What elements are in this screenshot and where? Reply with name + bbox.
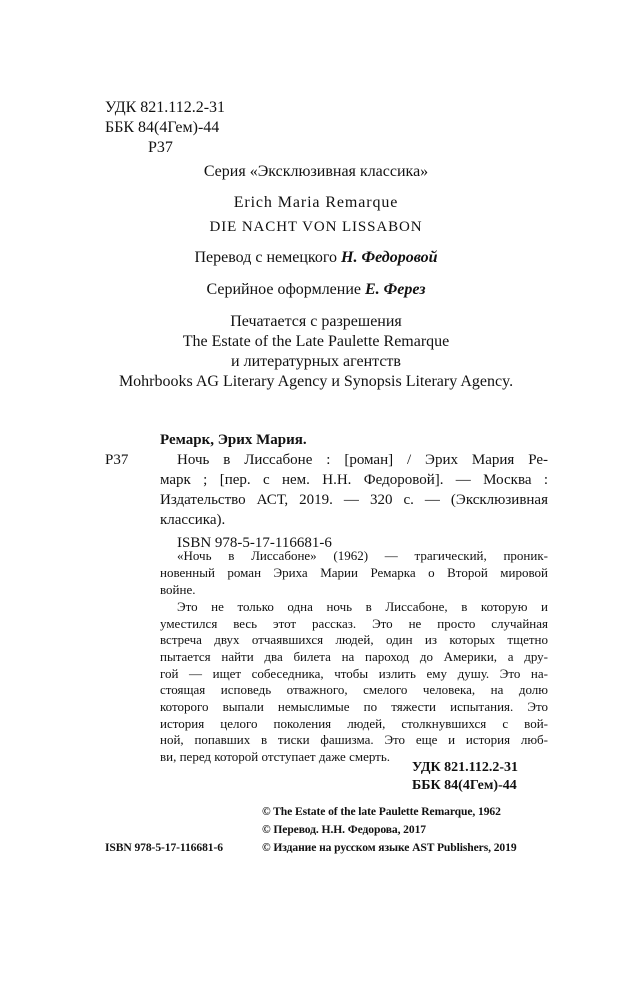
design-credit bbox=[0, 281, 632, 299]
annotation-line: стоящая исповедь отважного, смелого человека, на долю bbox=[160, 682, 548, 697]
bibliography-isbn: ISBN 978-5-17-116681-6 bbox=[177, 535, 332, 551]
annotation-line: история целого поколения людей, столкнувшихся с вой- bbox=[160, 716, 548, 731]
copyright-isbn: ISBN 978-5-17-116681-6 bbox=[105, 841, 223, 854]
classification-bbk: ББК 84(4Гем)-44 bbox=[412, 778, 517, 793]
annotation-line: встреча двух отчаявшихся людей, один из которых тщетно bbox=[160, 632, 548, 647]
copyright-line: © Издание на русском языке AST Publishers, 2019 bbox=[262, 841, 517, 854]
annotation-line: Это не только одна ночь в Лиссабоне, в которую и bbox=[177, 599, 548, 614]
series-line: Серия «Эксклюзивная классика» bbox=[203, 163, 429, 180]
annotation-line: новенный роман Эриха Марии Ремарка о Второй мировой bbox=[160, 565, 548, 580]
permission-line: и литературных агентств bbox=[231, 353, 401, 370]
annotation-line: войне. bbox=[160, 582, 196, 597]
bbk-code: ББК 84(4Гем)-44 bbox=[105, 119, 220, 136]
classification-udk: УДК 821.112.2-31 bbox=[412, 760, 519, 775]
translation-label: Перевод с немецкого bbox=[194, 249, 338, 266]
annotation-line: ви, перед которой отступает даже смерть. bbox=[160, 749, 391, 764]
bibliography-description-line: Ночь в Лиссабоне : [роман] / Эрих Мария Ре- bbox=[177, 452, 548, 468]
permission-line: The Estate of the Late Paulette Remarque bbox=[182, 333, 450, 350]
copyright-line: © Перевод. Н.Н. Федорова, 2017 bbox=[262, 823, 426, 836]
annotation-line: ной, попавших в тиски фашизма. Это еще и история люб- bbox=[160, 732, 548, 747]
design-label: Серийное оформление bbox=[206, 281, 361, 298]
udk-code: УДК 821.112.2-31 bbox=[105, 99, 226, 116]
annotation-line: которого выпали немыслимые по тяжести испытания. Это bbox=[160, 699, 548, 714]
bibliography-description-line: Издательство АСТ, 2019. — 320 с. — (Эксклюзивная bbox=[160, 492, 548, 508]
copyright-line: © The Estate of the late Paulette Remarque, 1962 bbox=[262, 805, 501, 818]
author-mark: Р37 bbox=[148, 139, 173, 156]
annotation-line: пытается найти два билета на пароход до Америки, а дру- bbox=[160, 649, 548, 664]
bibliography-author-mark: Р37 bbox=[105, 452, 129, 468]
permission-line: Mohrbooks AG Literary Agency и Synopsis Literary Agency. bbox=[118, 373, 514, 390]
original-author: Erich Maria Remarque bbox=[233, 194, 399, 211]
annotation-line: «Ночь в Лиссабоне» (1962) — трагический, проник- bbox=[177, 548, 548, 563]
bibliography-author-heading: Ремарк, Эрих Мария. bbox=[160, 432, 307, 448]
bibliography-description-line: классика). bbox=[160, 512, 226, 528]
annotation-line: гой — ищет собеседника, чтобы излить ему душу. Это на- bbox=[160, 666, 548, 681]
annotation-line: уместился весь этот рассказ. Это не просто случайная bbox=[160, 616, 548, 631]
permission-line: Печатается с разрешения bbox=[230, 313, 402, 330]
designer-name: Е. Ферез bbox=[365, 281, 426, 298]
translation-credit bbox=[0, 249, 632, 267]
bibliography-description-line: марк ; [пер. с нем. Н.Н. Федоровой]. — Москва : bbox=[160, 472, 548, 488]
original-title: DIE NACHT VON LISSABON bbox=[209, 219, 423, 235]
translator-name: Н. Федоровой bbox=[341, 249, 438, 266]
